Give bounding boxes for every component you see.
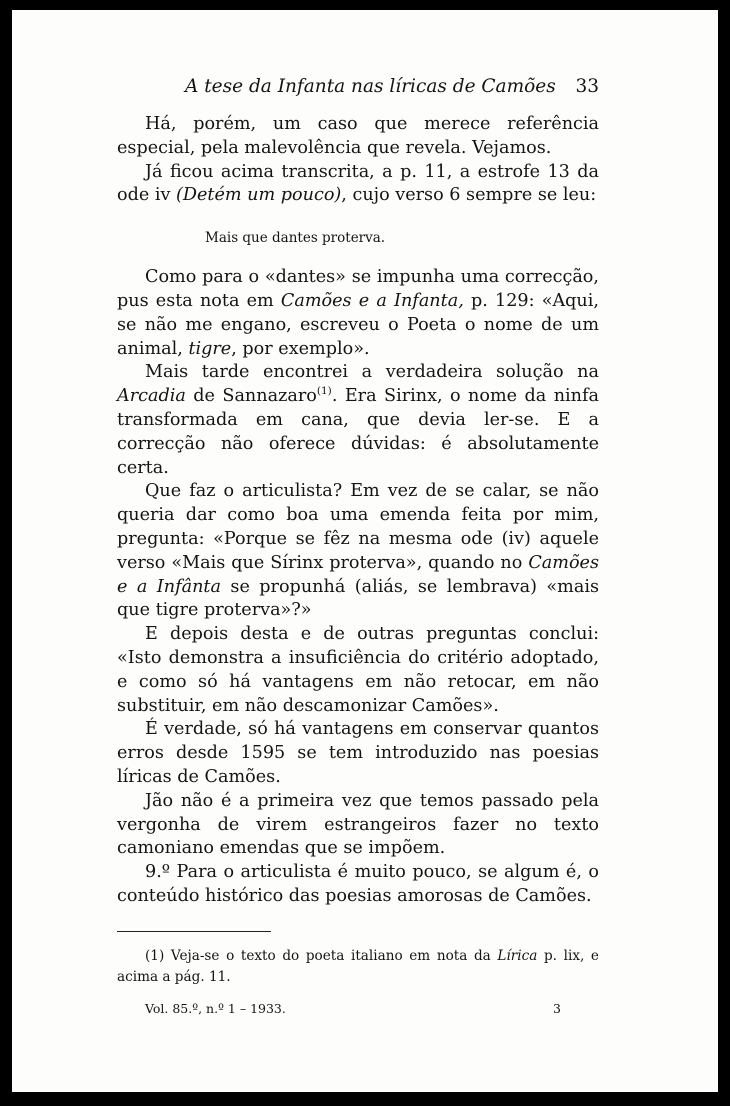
paragraph-5-text-b: se propunhá (aliás, se lembrava) «mais que tigre proterva»?» xyxy=(117,576,599,621)
paragraph-5-text-a: Que faz o articulista? Em vez de se calar, se não queria dar como boa uma emenda feita por mim, pregunta: «Porque se fêz na mesma ode (iv) aquele verso «Mais que Sírinx proterva», quando no xyxy=(117,481,599,573)
footnote-divider xyxy=(117,931,271,932)
paragraph-3-italic-2: tigre xyxy=(188,338,232,359)
running-title: A tese da Infanta nas líricas de Camões xyxy=(185,76,556,97)
paragraph-1: Há, porém, um caso que merece referência especial, pela malevolência que revela. Vejamos. xyxy=(117,114,599,158)
paragraph-3-text-a: Como para o «dantes» se impunha uma correcção, pus esta nota em xyxy=(117,267,599,311)
paragraph-5-italic: Camões e a Infânta xyxy=(117,552,599,597)
paragraph-3-text-b: p. 129: «Aqui, se não me engano, escreveu o Poeta o nome de um animal, xyxy=(117,290,599,359)
paragraph-4-italic: Arcadia xyxy=(117,386,186,407)
paragraph-2-italic: (Detém um pouco) xyxy=(176,185,342,206)
footnote-text-a: Veja-se o texto do poeta italiano em nota da xyxy=(164,947,498,964)
footnote-text-b: p. lix, e acima a pág. 11. xyxy=(117,947,599,985)
paragraph-4-text-a: Mais tarde encontrei a verdadeira solução na xyxy=(145,362,599,383)
footnote-reference[interactable]: (1) xyxy=(316,385,332,398)
paragraph-4-text-c: . Era Sirinx, o nome da ninfa transformada em cana, que devia ler-se. E a correcção não oferece dúvidas: é absolutamente certa. xyxy=(117,386,599,478)
paragraph-3 xyxy=(117,266,599,361)
paragraph-9: 9.º Para o articulista é muito pouco, se algum é, o conteúdo histórico das poesias amorosas de Camões. xyxy=(117,862,599,906)
page-number: 33 xyxy=(575,76,599,97)
paragraph-4-text-b: de Sannazaro xyxy=(185,386,317,407)
footnote-italic: Lírica xyxy=(497,947,538,964)
paragraph-8: Jão não é a primeira vez que temos passado pela vergonha de virem estrangeiros fazer no texto camoniano emendas que se impõem. xyxy=(117,790,599,859)
paragraph-6: E depois desta e de outras preguntas conclui: «Isto demonstra a insuficiência do critério adoptado, e como só há vantagens em não retocar, em não substituir, em não descamonizar Camões». xyxy=(117,624,599,716)
paragraph-2-text-b: , cujo verso 6 sempre se leu: xyxy=(341,185,597,206)
paragraph-5 xyxy=(117,480,599,623)
verse-quote: Mais que dantes proterva. xyxy=(205,230,386,247)
volume-signature: Vol. 85.º, n.º 1 – 1933. xyxy=(145,1001,286,1017)
footnote xyxy=(117,946,599,988)
signature-mark: 3 xyxy=(553,1001,561,1017)
running-header xyxy=(117,76,599,102)
paragraph-7: É verdade, só há vantagens em conservar quantos erros desde 1595 se tem introduzido nas poesias líricas de Camões. xyxy=(117,719,599,787)
paragraph-4 xyxy=(117,361,599,480)
paragraph-2 xyxy=(117,161,599,209)
paragraph-3-text-c: , por exemplo». xyxy=(231,338,370,359)
paragraph-2-text-a: Já ficou acima transcrita, a p. 11, a estrofe 13 da ode iv xyxy=(117,161,599,206)
footnote-marker: (1) xyxy=(145,947,165,964)
document-page xyxy=(117,76,599,1021)
signature-line xyxy=(117,1001,599,1021)
paragraph-3-italic: Camões e a Infanta, xyxy=(280,290,464,311)
